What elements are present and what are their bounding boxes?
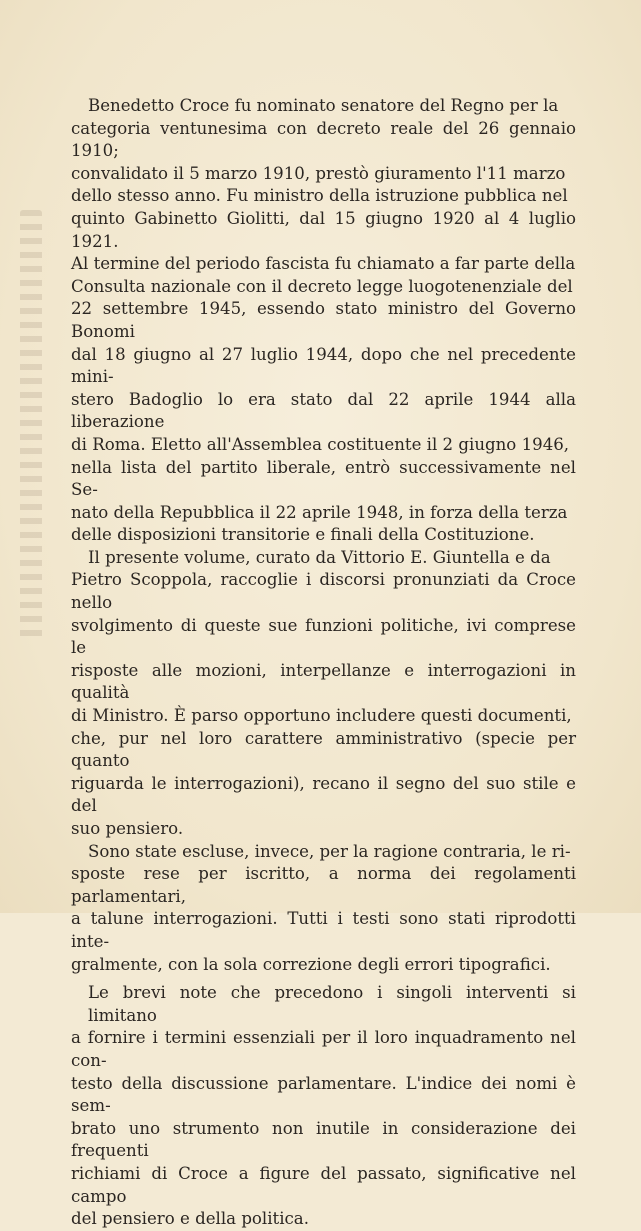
text-line: Al termine del periodo fascista fu chiamato a far parte della [71, 254, 576, 274]
text-line: Consulta nazionale con il decreto legge luogotenenziale del [71, 276, 573, 296]
text-line: gralmente, con la sola correzione degli errori tipografici. [71, 954, 551, 974]
body-text [71, 95, 576, 1231]
library-stamp-mark [20, 210, 42, 640]
text-line: delle disposizioni transitorie e finali della Costituzione. [71, 525, 535, 545]
text-line: brato uno strumento non inutile in considerazione dei frequenti [71, 1118, 576, 1161]
text-line: a talune interrogazioni. Tutti i testi sono stati riprodotti inte- [71, 909, 576, 951]
text-line: a fornire i termini essenziali per il loro inquadramento nel con- [71, 1028, 576, 1070]
paragraph-2 [71, 547, 576, 841]
text-line: del pensiero e della politica. [71, 1209, 309, 1229]
text-line: richiami di Croce a figure del passato, significative nel campo [71, 1163, 576, 1206]
text-line: suo pensiero. [71, 819, 184, 838]
text-line: sposte rese per iscritto, a norma dei regolamenti parlamentari, [71, 864, 576, 906]
text-line: Le brevi note che precedono i singoli interventi si limitano [88, 983, 576, 1025]
text-line: nella lista del partito liberale, entrò successivamente nel Se- [71, 457, 576, 500]
text-line: dal 18 giugno al 27 luglio 1944, dopo che nel precedente mini- [71, 344, 576, 387]
text-line: dello stesso anno. Fu ministro della istruzione pubblica nel [71, 186, 568, 206]
text-line: che, pur nel loro carattere amministrativo (specie per quanto [71, 728, 576, 771]
text-line: risposte alle mozioni, interpellanze e interrogazioni in qualità [71, 660, 576, 703]
text-line: 22 settembre 1945, essendo stato ministro del Governo Bonomi [71, 299, 576, 341]
text-line: di Roma. Eletto all'Assemblea costituente il 2 giugno 1946, [71, 434, 570, 454]
text-line: Sono state escluse, invece, per la ragione contraria, le ri- [88, 841, 571, 861]
text-line: convalidato il 5 marzo 1910, prestò giuramento l'11 marzo [71, 163, 566, 183]
text-line: di Ministro. È parso opportuno includere questi documenti, [71, 706, 572, 726]
text-line: testo della discussione parlamentare. L'indice dei nomi è sem- [71, 1073, 576, 1116]
text-line: Pietro Scoppola, raccoglie i discorsi pronunziati da Croce nello [71, 570, 576, 613]
text-line: categoria ventunesima con decreto reale del 26 gennaio 1910; [71, 118, 576, 161]
paragraph-4 [71, 982, 576, 1231]
text-line: Benedetto Croce fu nominato senatore del Regno per la [88, 96, 559, 115]
text-line: Il presente volume, curato da Vittorio E. Giuntella e da [88, 547, 551, 567]
text-line: quinto Gabinetto Giolitti, dal 15 giugno 1920 al 4 luglio 1921. [71, 208, 576, 251]
paragraph-1 [71, 95, 576, 547]
text-line: riguarda le interrogazioni), recano il segno del suo stile e del [71, 773, 576, 816]
text-line: stero Badoglio lo era stato dal 22 aprile 1944 alla liberazione [71, 389, 576, 432]
text-line: nato della Repubblica il 22 aprile 1948, in forza della terza [71, 502, 568, 522]
text-line: svolgimento di queste sue funzioni politiche, ivi comprese le [71, 615, 576, 658]
paragraph-3 [71, 841, 576, 977]
